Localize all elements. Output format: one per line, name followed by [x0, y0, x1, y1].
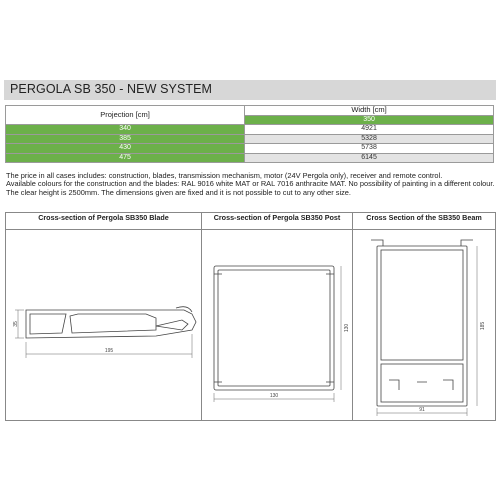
blade-title: Cross-section of Pergola SB350 Blade [6, 213, 201, 230]
beam-panel [353, 213, 495, 420]
table-row [6, 153, 494, 163]
price-table [5, 105, 494, 163]
projection-header: Projection [cm] [6, 106, 245, 125]
projection-cell: 385 [6, 134, 245, 144]
blade-drawing [6, 230, 201, 420]
price-cell: 5738 [245, 144, 494, 154]
page-title: PERGOLA SB 350 - NEW SYSTEM [10, 82, 213, 96]
projection-cell: 430 [6, 144, 245, 154]
blade-dim-height: 35 [13, 321, 19, 327]
post-drawing [202, 230, 352, 420]
title-bar [4, 80, 496, 100]
post-panel [202, 213, 353, 420]
post-dim-width: 130 [269, 393, 279, 399]
price-cell: 4921 [245, 125, 494, 135]
beam-drawing [353, 230, 495, 420]
projection-cell: 340 [6, 125, 245, 135]
blade-panel [6, 213, 202, 420]
projection-cell: 475 [6, 153, 245, 163]
table-row [6, 125, 494, 135]
blade-dim-width: 195 [104, 348, 114, 354]
width-value: 350 [245, 115, 494, 125]
beam-dim-height: 185 [480, 321, 486, 331]
post-title: Cross-section of Pergola SB350 Post [202, 213, 352, 230]
note-colours: Available colours for the construction and the blades: RAL 9016 white MAT or RAL 7016 anthracite MAT. No possibility of painting in a different colour. [6, 179, 495, 189]
table-row [6, 134, 494, 144]
price-cell: 5328 [245, 134, 494, 144]
width-header: Width [cm] [245, 106, 494, 116]
notes [6, 172, 496, 197]
cross-section-panels [5, 212, 496, 421]
price-cell: 6145 [245, 153, 494, 163]
note-height: The clear height is 2500mm. The dimensions given are fixed and it is not possible to cut to any other size. [6, 187, 351, 197]
table-row [6, 144, 494, 154]
beam-title: Cross Section of the SB350 Beam [353, 213, 495, 230]
beam-dim-width: 91 [419, 407, 425, 413]
table-header-row [6, 106, 494, 116]
note-included: The price in all cases includes: construction, blades, transmission mechanism, motor (24V Pergola only), receiver and remote control. [6, 171, 443, 180]
post-dim-height: 130 [344, 323, 350, 333]
